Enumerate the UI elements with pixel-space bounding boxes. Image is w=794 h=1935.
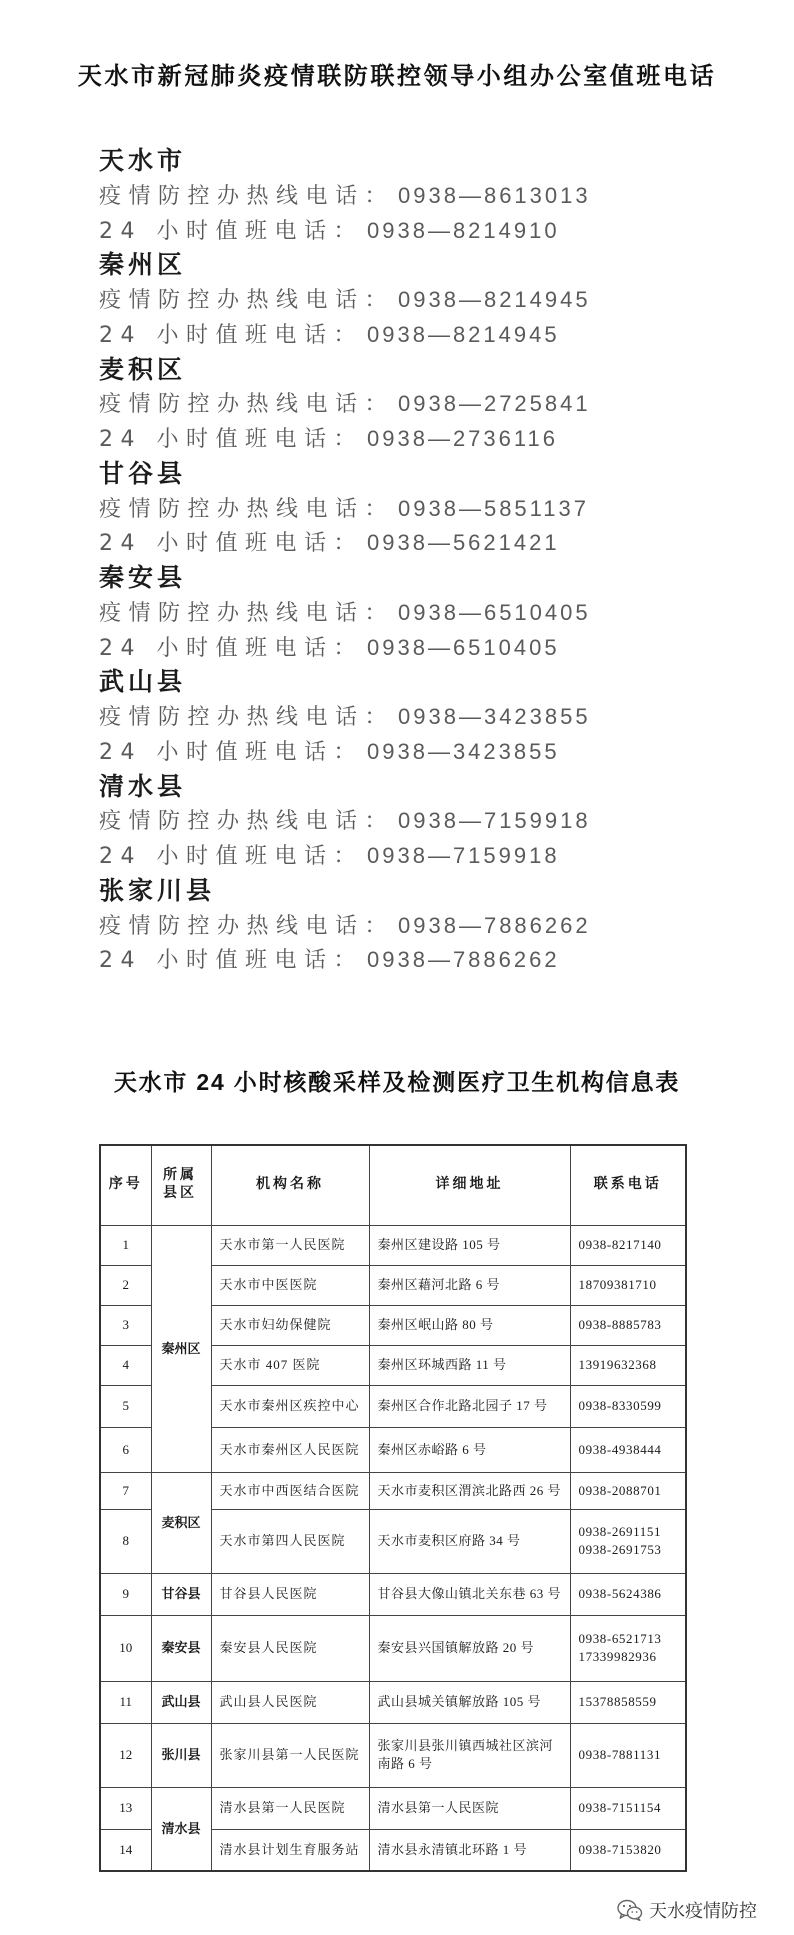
hotline-label: 疫情防控办热线电话： [99, 496, 395, 522]
row-number: 6 [100, 1427, 151, 1472]
phone-number: 0938-7153820 [578, 1841, 662, 1857]
facility-name: 天水市中医医院 [211, 1265, 369, 1305]
facility-address: 秦州区岷山路 80 号 [369, 1305, 570, 1345]
facility-address: 秦州区赤峪路 6 号 [369, 1427, 570, 1472]
facility-name: 清水县计划生育服务站 [211, 1829, 369, 1871]
hotline-number: 0938—5851137 [398, 495, 589, 521]
phone-number: 0938-8217140 [578, 1237, 662, 1252]
facility-phone [570, 1265, 686, 1305]
district-cell: 秦安县 [151, 1615, 211, 1681]
facility-name: 武山县人民医院 [211, 1681, 369, 1723]
duty-label: 24 小时值班电话： [99, 844, 363, 869]
duty-label: 24 小时值班电话： [99, 322, 363, 348]
wechat-watermark [617, 1897, 757, 1923]
row-number: 14 [100, 1829, 151, 1871]
facility-phone [570, 1615, 686, 1681]
row-number: 13 [100, 1787, 151, 1829]
duty-label: 24 小时值班电话： [99, 739, 363, 765]
phone-number: 0938-7881131 [578, 1747, 662, 1762]
hotline-entry [99, 457, 699, 561]
duty-label: 24 小时值班电话： [99, 427, 363, 452]
hotline-title: 天水市新冠肺炎疫情联防联控领导小组办公室值班电话 [77, 63, 717, 90]
hotline-line [99, 283, 699, 318]
phone-number: 18709381710 [578, 1277, 657, 1292]
region-name: 秦安县 [99, 563, 187, 592]
district-cell: 麦积区 [151, 1472, 211, 1573]
region-name: 秦州区 [99, 250, 187, 280]
hotline-label: 疫情防控办热线电话： [99, 913, 395, 939]
duty-number: 0938—2736116 [367, 426, 558, 451]
facility-address: 武山县城关镇解放路 105 号 [369, 1681, 570, 1723]
row-number: 8 [100, 1509, 151, 1573]
duty-number: 0938—7886262 [367, 947, 560, 973]
facility-address: 甘谷县大像山镇北关东巷 63 号 [369, 1573, 570, 1615]
duty-number: 0938—3423855 [367, 738, 560, 764]
table-row [100, 1615, 686, 1681]
row-number: 2 [100, 1265, 151, 1305]
hotline-list [99, 144, 699, 978]
phone-number: 17339982936 [578, 1649, 657, 1664]
duty-line [99, 214, 699, 249]
district-cell: 甘谷县 [151, 1573, 211, 1615]
hotline-line [99, 700, 699, 735]
row-number: 11 [100, 1681, 151, 1723]
phone-number: 0938-2088701 [578, 1482, 662, 1498]
hotline-number: 0938—3423855 [398, 704, 591, 729]
region-name: 武山县 [99, 667, 187, 697]
duty-line [99, 631, 699, 666]
facility-phone [570, 1305, 686, 1345]
hotline-label: 疫情防控办热线电话： [99, 288, 395, 313]
hotline-entry [99, 770, 699, 874]
phone-number: 0938-2691151 [578, 1524, 662, 1539]
duty-line [99, 735, 699, 770]
table-row [100, 1681, 686, 1723]
phone-number: 0938-7151154 [578, 1800, 662, 1815]
hotline-entry [99, 353, 699, 457]
facility-phone [570, 1787, 686, 1829]
hotline-line [99, 909, 699, 944]
facility-phone [570, 1225, 686, 1265]
facility-name: 天水市妇幼保健院 [211, 1305, 369, 1345]
phone-number: 0938-8330599 [578, 1398, 662, 1413]
table-row [100, 1573, 686, 1615]
facility-name: 天水市第一人民医院 [211, 1225, 369, 1265]
facility-address: 天水市麦积区渭滨北路西 26 号 [369, 1472, 570, 1509]
duty-line [99, 839, 699, 874]
table-row [100, 1472, 686, 1509]
phone-number: 0938-2691753 [578, 1542, 662, 1557]
facility-phone [570, 1385, 686, 1427]
row-number: 3 [100, 1305, 151, 1345]
facility-phone [570, 1509, 686, 1573]
duty-line [99, 422, 699, 457]
duty-number: 0938—6510405 [367, 634, 560, 660]
header-district-label: 所属县区 [163, 1168, 197, 1202]
phone-number: 15378858559 [578, 1694, 657, 1709]
hotline-number: 0938—2725841 [398, 391, 591, 417]
facility-name: 天水市秦州区人民医院 [211, 1427, 369, 1472]
duty-line [99, 943, 699, 978]
row-number: 7 [100, 1472, 151, 1509]
district-cell: 武山县 [151, 1681, 211, 1723]
table-header-row [100, 1145, 686, 1225]
phone-number: 0938-4938444 [578, 1441, 662, 1457]
row-number: 4 [100, 1345, 151, 1385]
hotline-line [99, 596, 699, 631]
district-cell: 秦州区 [151, 1225, 211, 1472]
header-address: 详细地址 [369, 1145, 570, 1225]
duty-label: 24 小时值班电话： [99, 635, 363, 661]
duty-number: 0938—7159918 [367, 843, 560, 868]
facility-phone [570, 1345, 686, 1385]
facility-phone [570, 1472, 686, 1509]
hotline-line [99, 492, 699, 527]
district-cell: 张川县 [151, 1723, 211, 1787]
header-index: 序号 [100, 1145, 151, 1225]
phone-number: 0938-6521713 [578, 1631, 662, 1646]
phone-number: 13919632368 [578, 1357, 657, 1372]
hotline-entry [99, 144, 699, 248]
hotline-number: 0938—8613013 [398, 182, 591, 208]
facility-phone [570, 1681, 686, 1723]
hotline-entry [99, 561, 699, 665]
region-name: 张家川县 [99, 875, 216, 905]
hotline-line [99, 804, 699, 839]
hotline-number: 0938—7159918 [398, 808, 591, 834]
duty-line [99, 318, 699, 353]
duty-label: 24 小时值班电话： [99, 948, 363, 974]
hotline-label: 疫情防控办热线电话： [99, 705, 395, 730]
facility-name: 天水市秦州区疾控中心 [211, 1385, 369, 1427]
wechat-icon [617, 1899, 643, 1921]
header-name: 机构名称 [211, 1145, 369, 1225]
table-title: 天水市 24 小时核酸采样及检测医疗卫生机构信息表 [113, 1069, 681, 1095]
facility-address: 秦安县兴国镇解放路 20 号 [369, 1615, 570, 1681]
duty-number: 0938—8214945 [367, 321, 560, 347]
facility-phone [570, 1723, 686, 1787]
facility-table [99, 1144, 687, 1872]
facility-phone [570, 1427, 686, 1472]
hotline-label: 疫情防控办热线电话： [99, 600, 395, 626]
hotline-number: 0938—7886262 [398, 912, 591, 938]
facility-address: 天水市麦积区府路 34 号 [369, 1509, 570, 1573]
region-name: 甘谷县 [99, 458, 187, 488]
hotline-label: 疫情防控办热线电话： [99, 392, 395, 418]
facility-name: 张家川县第一人民医院 [211, 1723, 369, 1787]
phone-number: 0938-5624386 [578, 1586, 662, 1601]
table-row [100, 1787, 686, 1829]
hotline-number: 0938—6510405 [398, 599, 591, 625]
hotline-label: 疫情防控办热线电话： [99, 183, 395, 209]
table-row [100, 1723, 686, 1787]
row-number: 5 [100, 1385, 151, 1427]
duty-label: 24 小时值班电话： [99, 218, 363, 244]
facility-name: 甘谷县人民医院 [211, 1573, 369, 1615]
region-name: 天水市 [99, 146, 187, 175]
hotline-entry [99, 248, 699, 352]
hotline-entry [99, 874, 699, 978]
header-district [151, 1145, 211, 1225]
facility-name: 天水市中西医结合医院 [211, 1472, 369, 1509]
facility-address: 清水县第一人民医院 [369, 1787, 570, 1829]
facility-phone [570, 1829, 686, 1871]
watermark-text: 天水疫情防控 [649, 1901, 757, 1922]
hotline-entry [99, 665, 699, 769]
duty-line [99, 526, 699, 561]
facility-name: 天水市第四人民医院 [211, 1509, 369, 1573]
duty-number: 0938—5621421 [367, 530, 560, 556]
row-number: 9 [100, 1573, 151, 1615]
row-number: 12 [100, 1723, 151, 1787]
phone-number: 0938-8885783 [578, 1317, 662, 1332]
facility-address: 秦州区合作北路北园子 17 号 [369, 1385, 570, 1427]
table-row [100, 1225, 686, 1265]
hotline-number: 0938—8214945 [398, 287, 591, 312]
facility-phone [570, 1573, 686, 1615]
header-phone: 联系电话 [570, 1145, 686, 1225]
duty-label: 24 小时值班电话： [99, 531, 363, 557]
facility-name: 秦安县人民医院 [211, 1615, 369, 1681]
facility-address: 秦州区藉河北路 6 号 [369, 1265, 570, 1305]
duty-number: 0938—8214910 [367, 217, 560, 243]
region-name: 清水县 [99, 771, 187, 801]
facility-name: 天水市 407 医院 [211, 1345, 369, 1385]
district-cell: 清水县 [151, 1787, 211, 1871]
row-number: 1 [100, 1225, 151, 1265]
facility-address: 清水县永清镇北环路 1 号 [369, 1829, 570, 1871]
facility-address: 张家川县张川镇西城社区滨河南路 6 号 [369, 1723, 570, 1787]
hotline-line [99, 387, 699, 422]
hotline-label: 疫情防控办热线电话： [99, 809, 395, 835]
facility-address: 秦州区建设路 105 号 [369, 1225, 570, 1265]
facility-name: 清水县第一人民医院 [211, 1787, 369, 1829]
region-name: 麦积区 [99, 354, 187, 384]
facility-address: 秦州区环城西路 11 号 [369, 1345, 570, 1385]
hotline-line [99, 179, 699, 214]
row-number: 10 [100, 1615, 151, 1681]
